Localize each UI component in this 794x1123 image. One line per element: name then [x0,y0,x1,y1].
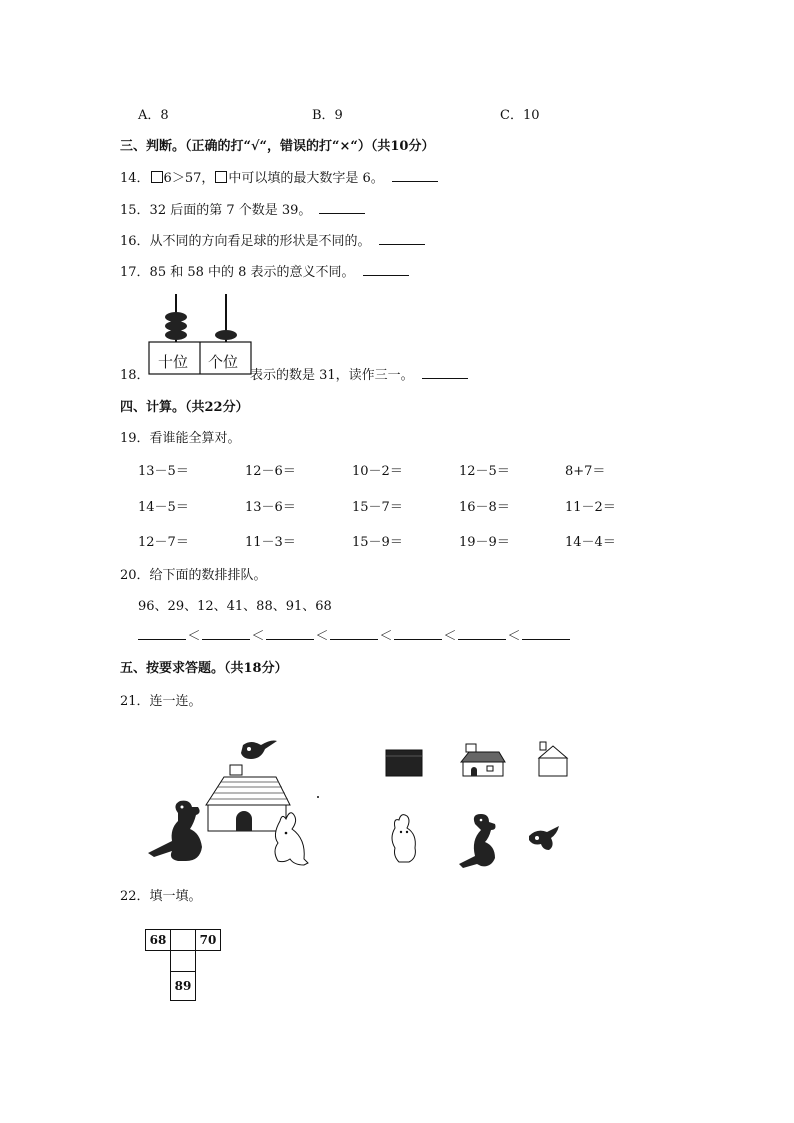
q18-text: 表示的数是 31，读作三一。 [250,368,414,383]
q14-text-b: 中可以填的最大数字是 6。 [228,171,384,186]
less-than: ＜ [251,629,265,644]
less-than: ＜ [379,629,393,644]
less-than: ＜ [315,629,329,644]
blank-square-icon [151,171,163,183]
calc-item: 16－8＝ [459,500,510,515]
calc-item: 14－4＝ [565,535,616,550]
q18-number: 18． [120,368,150,383]
q17 [120,261,409,280]
less-than: ＜ [187,629,201,644]
section4-title: 四、计算。（共22分） [120,400,249,415]
q14 [120,167,438,186]
animal-views-icon [383,812,583,870]
calc-item: 12－5＝ [459,464,510,479]
less-than: ＜ [443,629,457,644]
sort-blank[interactable] [458,627,506,640]
calc-item: 15－9＝ [352,535,403,550]
q16-answer-blank[interactable] [379,232,425,245]
view-houses-row [383,740,583,780]
q15-answer-blank[interactable] [319,201,365,214]
q20-numbers: 96、29、12、41、88、91、68 [138,599,332,614]
less-than: ＜ [507,629,521,644]
section3-title: 三、判断。（正确的打“√“，错误的打“×“）（共10分） [120,139,435,154]
house-scene-icon [148,735,328,870]
q17-text: 17．85 和 58 中的 8 表示的意义不同。 [120,265,355,280]
calc-item: 10－2＝ [352,464,403,479]
calc-item: 13－5＝ [138,464,189,479]
option-c: C．10 [500,108,540,123]
calc-item: 19－9＝ [459,535,510,550]
q19-text: 19．看谁能全算对。 [120,431,241,446]
blank-square-icon [215,171,227,183]
section5-title: 五、按要求答题。（共18分） [120,661,288,676]
sort-blank[interactable] [522,627,570,640]
calc-item: 8+7＝ [565,464,606,479]
q21-text: 21．连一连。 [120,694,202,709]
grid-cell-68: 68 [145,929,171,951]
calc-item: 11－3＝ [245,535,296,550]
q18 [250,364,468,383]
grid-cell-empty[interactable] [170,950,196,972]
house-views-icon [383,740,583,780]
calc-item: 14－5＝ [138,500,189,515]
q15-text: 15．32 后面的第 7 个数是 39。 [120,203,312,218]
grid-cell-70: 70 [195,929,221,951]
q15 [120,199,365,218]
sort-blank[interactable] [202,627,250,640]
q18-answer-blank[interactable] [422,366,468,379]
abacus-figure [148,292,252,376]
grid-cell-89: 89 [170,971,196,1001]
q16 [120,230,425,249]
q22-text: 22．填一填。 [120,889,202,904]
calc-item: 12－7＝ [138,535,189,550]
sort-blank[interactable] [266,627,314,640]
sort-blank[interactable] [138,627,186,640]
q20-sort-line [138,625,570,644]
abacus-label-ones: 个位 [208,353,239,371]
q14-text-a: 6＞57， [163,171,215,186]
q17-answer-blank[interactable] [363,263,409,276]
q16-text: 16．从不同的方向看足球的形状是不同的。 [120,234,371,249]
option-b: B．9 [312,108,343,123]
option-a: A．8 [138,108,169,123]
abacus-label-tens: 十位 [158,353,189,371]
grid-cell-empty[interactable] [170,929,196,951]
calc-item: 11－2＝ [565,500,616,515]
q20-text: 20．给下面的数排排队。 [120,568,267,583]
view-animals-row [383,812,583,870]
sort-blank[interactable] [394,627,442,640]
house-scene-illustration [148,735,328,870]
calc-item: 13－6＝ [245,500,296,515]
calc-item: 15－7＝ [352,500,403,515]
calc-item: 12－6＝ [245,464,296,479]
number-grid [145,929,225,1003]
q14-number: 14． [120,171,150,186]
sort-blank[interactable] [330,627,378,640]
q14-answer-blank[interactable] [392,169,438,182]
